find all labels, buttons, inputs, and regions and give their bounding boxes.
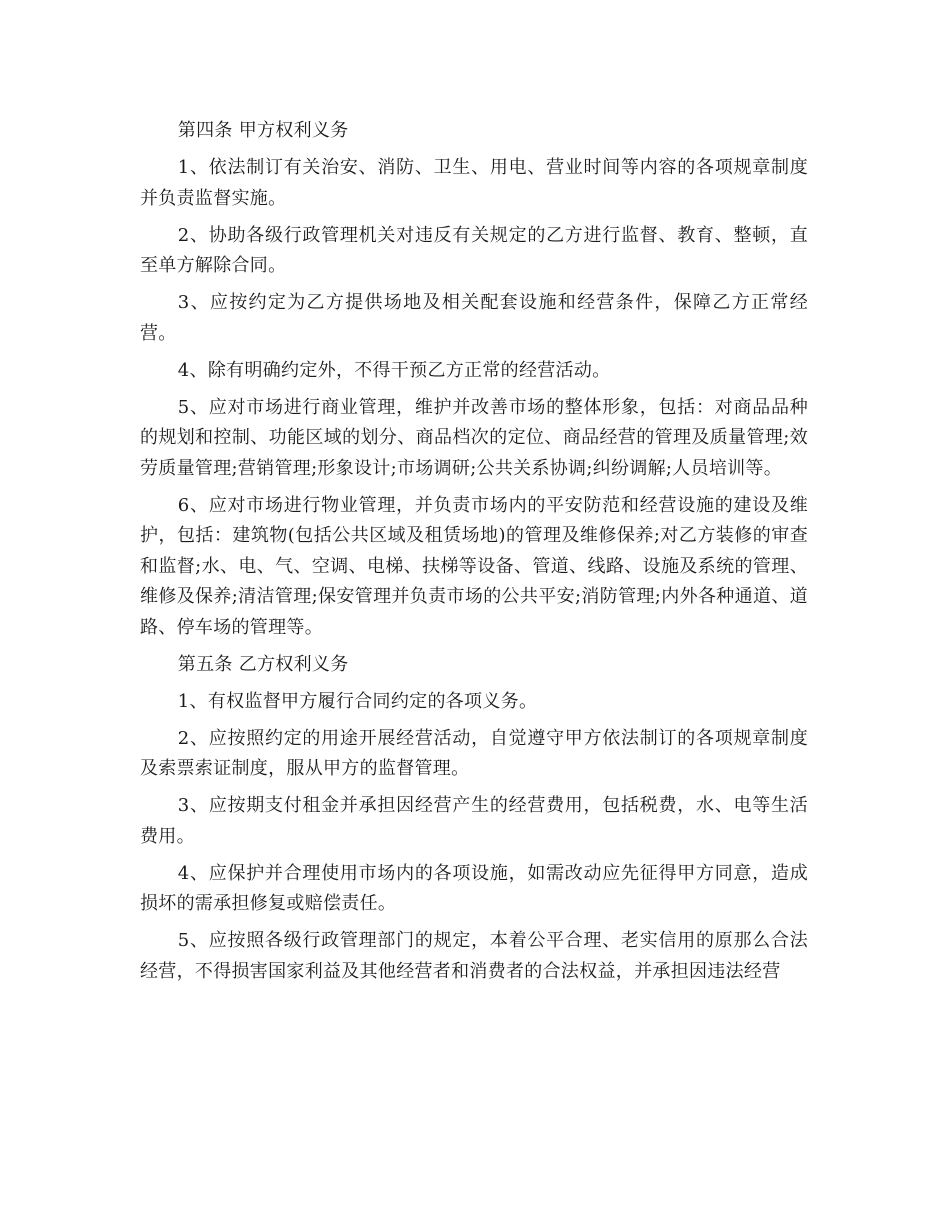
- clause-5-3: 3、应按期支付租金并承担因经营产生的经营费用，包括税费，水、电等生活费用。: [140, 795, 808, 847]
- document-body: [140, 116, 808, 994]
- clause-4-6: 6、应对市场进行物业管理，并负责市场内的平安防范和经营设施的建设及维护，包括：建筑物(包括公共区域及租赁场地)的管理及维修保养;对乙方装修的审查和监督;水、电、气、空调、电梯、扶梯等设备、管道、线路、设施及系统的管理、维修及保养;清洁管理;保安管理并负责市场的公共平安;消防管理;内外各种通道、道路、停车场的管理等。: [140, 494, 808, 638]
- clause-5-5: 5、应按照各级行政管理部门的规定，本着公平合理、老实信用的原那么合法经营，不得损害国家利益及其他经营者和消费者的合法权益，并承担因违法经营: [140, 930, 808, 982]
- clause-5-2: 2、应按照约定的用途开展经营活动，自觉遵守甲方依法制订的各项规章制度及索票索证制度，服从甲方的监督管理。: [140, 727, 808, 779]
- clause-4-4: 4、除有明确约定外，不得干预乙方正常的经营活动。: [177, 359, 611, 381]
- section-heading-article-5: 第五条 乙方权利义务: [177, 653, 349, 675]
- clause-4-5: 5、应对市场进行商业管理，维护并改善市场的整体形象，包括：对商品品种的规划和控制、功能区域的划分、商品档次的定位、商品经营的管理及质量管理;效劳质量管理;营销管理;形象设计;市场调研;公共关系协调;纠纷调解;人员培训等。: [140, 396, 808, 479]
- clause-4-3: 3、应按约定为乙方提供场地及相关配套设施和经营条件，保障乙方正常经营。: [140, 292, 808, 344]
- clause-4-1: 1、依法制订有关治安、消防、卫生、用电、营业时间等内容的各项规章制度并负责监督实施。: [140, 157, 808, 209]
- clause-4-2: 2、协助各级行政管理机关对违反有关规定的乙方进行监督、教育、整顿，直至单方解除合同。: [140, 224, 808, 276]
- clause-5-1: 1、有权监督甲方履行合同约定的各项义务。: [177, 690, 538, 712]
- clause-5-4: 4、应保护并合理使用市场内的各项设施，如需改动应先征得甲方同意，造成损坏的需承担修复或赔偿责任。: [140, 862, 808, 914]
- section-heading-article-4: 第四条 甲方权利义务: [177, 120, 349, 141]
